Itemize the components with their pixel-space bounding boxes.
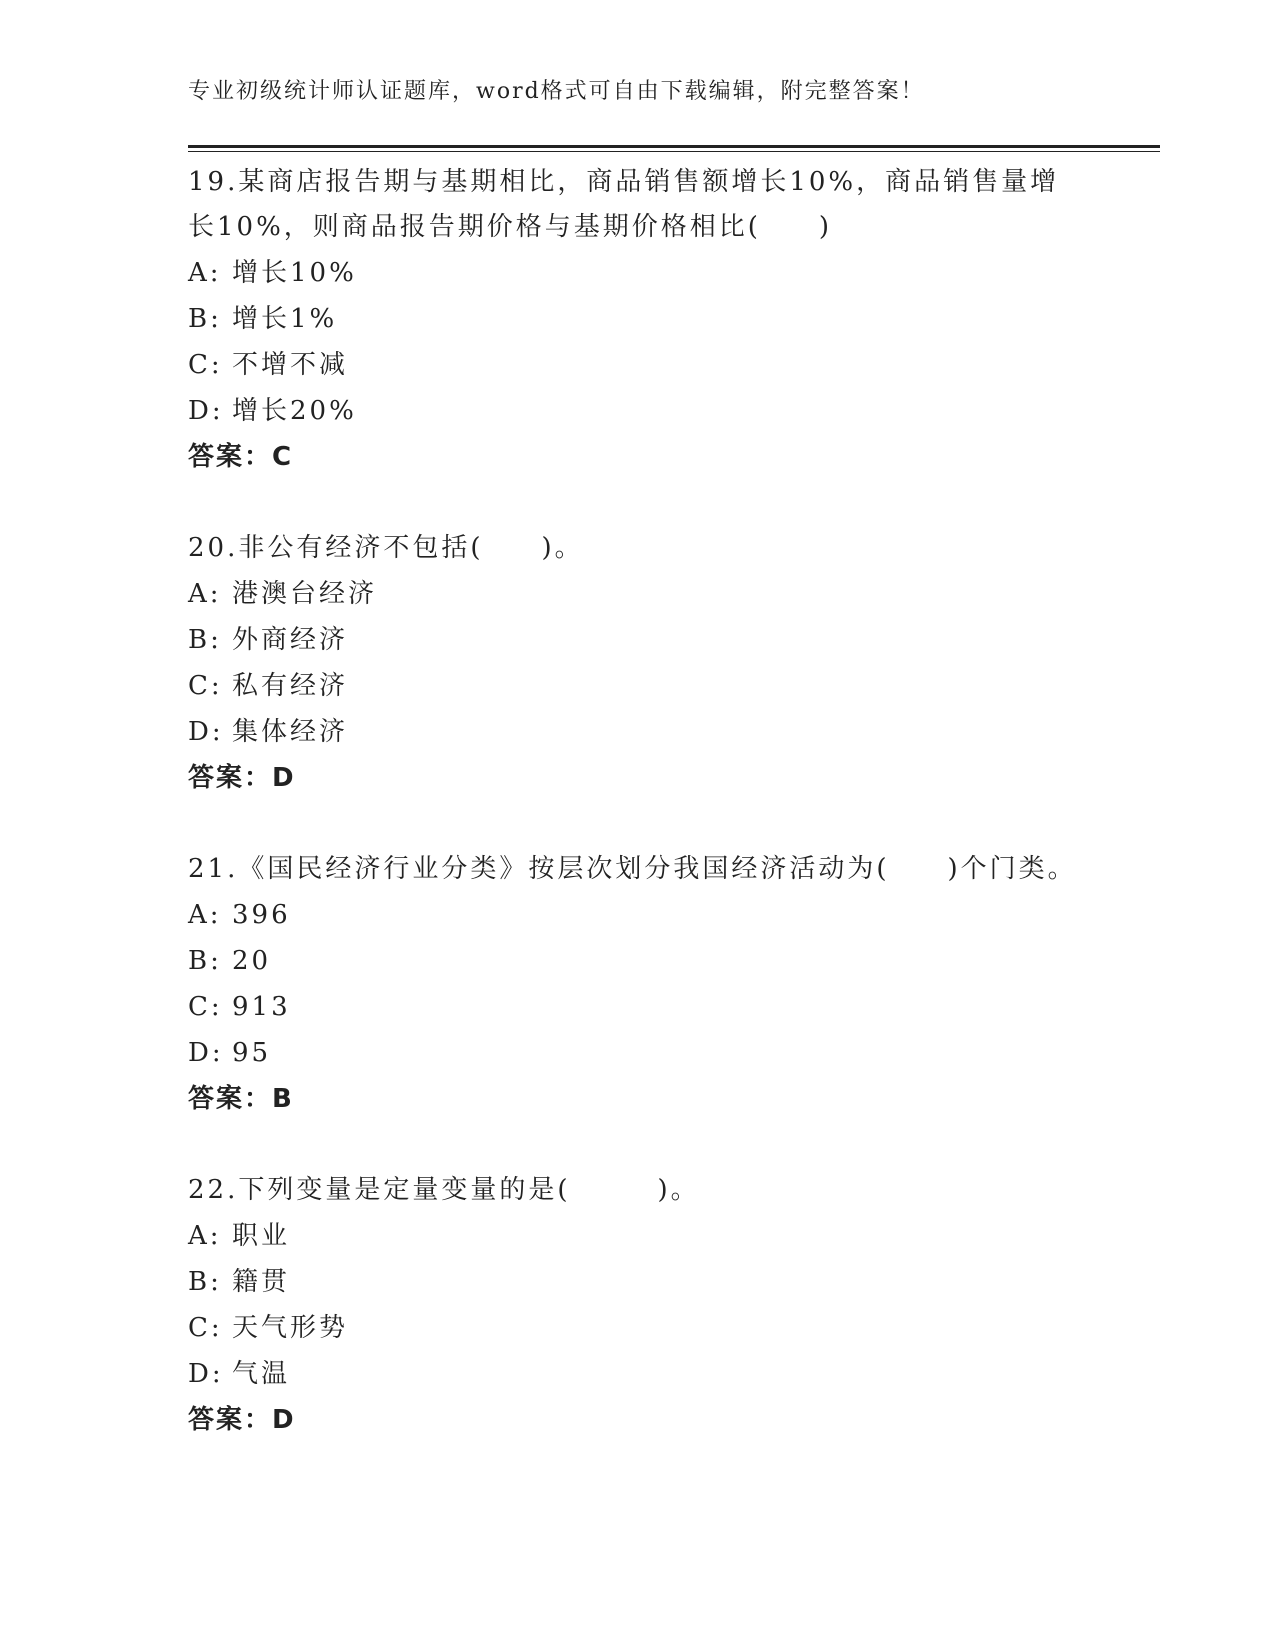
- header-rule-thin: [188, 151, 1160, 152]
- option-text: 增长10%: [232, 258, 357, 288]
- option-letter: B:: [188, 1267, 222, 1297]
- option-text: 港澳台经济: [232, 579, 378, 609]
- answer-line: 答案：C: [188, 442, 294, 472]
- question-21: [188, 847, 1088, 1122]
- header-rule-thick: [188, 145, 1160, 148]
- option-text: 不增不减: [232, 350, 349, 380]
- option-text: 396: [232, 900, 291, 930]
- question-22: [188, 1168, 1088, 1443]
- option-c: [188, 342, 1088, 388]
- option-a: [188, 1213, 1088, 1259]
- question-20: [188, 526, 1088, 801]
- answer-line: 答案：D: [188, 1405, 296, 1435]
- option-text: 95: [232, 1038, 272, 1068]
- option-b: [188, 1259, 1088, 1305]
- option-text: 外商经济: [232, 625, 349, 655]
- option-d: [188, 1030, 1088, 1076]
- option-letter: D:: [188, 1359, 224, 1389]
- option-b: [188, 296, 1088, 342]
- option-a: [188, 571, 1088, 617]
- option-letter: C:: [188, 1313, 223, 1343]
- option-a: [188, 892, 1088, 938]
- option-d: [188, 1351, 1088, 1397]
- question-list: [188, 160, 1088, 1489]
- option-text: 913: [232, 992, 291, 1022]
- option-letter: B:: [188, 625, 222, 655]
- option-letter: C:: [188, 992, 223, 1022]
- option-text: 籍贯: [232, 1267, 291, 1297]
- option-a: [188, 250, 1088, 296]
- option-letter: B:: [188, 304, 222, 334]
- option-letter: A:: [188, 900, 222, 930]
- option-letter: D:: [188, 717, 224, 747]
- question-19: [188, 160, 1088, 480]
- option-text: 增长20%: [232, 396, 357, 426]
- question-stem: 22.下列变量是定量变量的是( )。: [188, 1175, 700, 1205]
- option-text: 增长1%: [232, 304, 338, 334]
- option-letter: D:: [188, 1038, 224, 1068]
- option-letter: B:: [188, 946, 222, 976]
- option-letter: A:: [188, 1221, 222, 1251]
- question-stem: 21.《国民经济行业分类》按层次划分我国经济活动为( )个门类。: [188, 854, 1077, 884]
- option-text: 天气形势: [232, 1313, 349, 1343]
- answer-line: 答案：D: [188, 763, 296, 793]
- option-letter: A:: [188, 258, 222, 288]
- option-c: [188, 1305, 1088, 1351]
- option-b: [188, 617, 1088, 663]
- option-letter: D:: [188, 396, 224, 426]
- option-text: 私有经济: [232, 671, 349, 701]
- option-letter: C:: [188, 350, 223, 380]
- answer-line: 答案：B: [188, 1084, 294, 1114]
- option-text: 职业: [232, 1221, 291, 1251]
- option-letter: A:: [188, 579, 222, 609]
- option-text: 气温: [232, 1359, 291, 1389]
- option-letter: C:: [188, 671, 223, 701]
- option-c: [188, 663, 1088, 709]
- option-d: [188, 388, 1088, 434]
- option-text: 集体经济: [232, 717, 349, 747]
- option-text: 20: [232, 946, 272, 976]
- question-stem: 19.某商店报告期与基期相比，商品销售额增长10%，商品销售量增长10%，则商品报告期价格与基期价格相比( ): [188, 167, 1060, 242]
- page-header: 专业初级统计师认证题库，word格式可自由下载编辑，附完整答案！: [188, 79, 925, 104]
- option-c: [188, 984, 1088, 1030]
- question-stem: 20.非公有经济不包括( )。: [188, 533, 584, 563]
- option-d: [188, 709, 1088, 755]
- option-b: [188, 938, 1088, 984]
